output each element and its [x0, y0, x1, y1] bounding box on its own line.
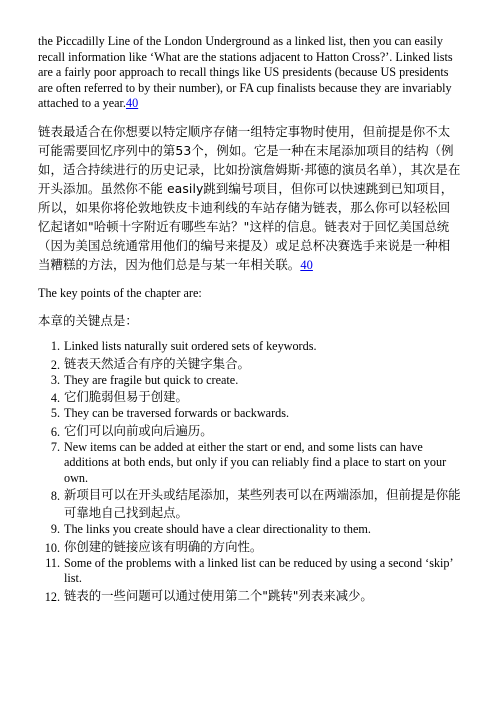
list-item-text: 链表的一些问题可以通过使用第二个"跳转"列表来减少。: [64, 587, 373, 603]
list-item: [38, 522, 462, 538]
footnote-link-40[interactable]: 40: [125, 96, 139, 110]
list-item: [38, 355, 462, 373]
list-item-text: 它们脆弱但易于创建。: [64, 389, 188, 404]
paragraph-text: 链表最适合在你想要以特定顺序存储一组特定事物时使用，但前提是你不太可能需要回忆序列中的第53个，例如。它是一种在末尾添加项目的结构（例如，适合持续进行的历史记录，比如扮演詹姆斯·邦德的演员名单），其次是在开头添加。虽然你不能 easily跳到编号项目，但你可以快速跳到已知项目，所以，如果你将伦敦地铁皮卡迪利线的车站存储为链表，那么你可以轻松回忆起诸如"哈顿十字附近有哪些车站？"这样的信息。链表对于回忆美国总统（因为美国总统通常用他们的编号来提及）或足总杯决赛选手来说是一种相当糟糕的方法，因为他们总是与某一年相关联。: [38, 123, 461, 272]
paragraph-chinese-1: [38, 122, 462, 275]
list-item-text: 链表天然适合有序的关键字集合。: [64, 355, 250, 371]
list-item-text: Linked lists naturally suit ordered sets of keywords.: [64, 339, 317, 353]
paragraph-chinese-2: 本章的关键点是：: [38, 313, 138, 328]
list-item-number: 12.: [44, 589, 60, 604]
list-item-number: 3.: [50, 372, 60, 387]
list-item-text: New items can be added at either the start or end, and some lists can have additions at both ends, but only if you can reliably find a place to start on your own.: [64, 439, 447, 485]
list-item: [38, 422, 462, 440]
list-item: [38, 587, 462, 605]
list-item-number: 9.: [50, 522, 60, 536]
list-item-text: 它们可以向前或向后遍历。: [64, 422, 213, 438]
list-item: [38, 388, 462, 406]
list-item-text: 新项目可以在开头或结尾添加，某些列表可以在两端添加，但前提是你能可靠地自己找到起点。: [64, 487, 461, 520]
list-item: [38, 406, 462, 422]
list-item-text: 你创建的链接应该有明确的方向性。: [64, 538, 263, 554]
paragraph-english-1: [38, 34, 462, 112]
paragraph-english-2: The key points of the chapter are:: [38, 285, 202, 300]
footnote-link-40[interactable]: 40: [300, 257, 313, 272]
list-item: [38, 556, 462, 587]
list-item: [38, 440, 462, 487]
list-item-number: 5.: [50, 406, 60, 420]
list-item-text: They can be traversed forwards or backwards.: [64, 406, 290, 420]
list-item-text: Some of the problems with a linked list can be reduced by using a second ‘skip’ list.: [64, 555, 453, 585]
list-item: [38, 538, 462, 556]
list-item-number: 7.: [50, 439, 60, 454]
list-item-number: 4.: [50, 391, 60, 405]
document-page: [38, 34, 462, 605]
list-item-text: The links you create should have a clear directionality to them.: [64, 522, 371, 536]
list-item: [38, 339, 462, 355]
list-item-number: 6.: [50, 424, 60, 439]
list-item-number: 2.: [50, 357, 60, 372]
list-item-number: 11.: [45, 555, 60, 570]
list-item-number: 10.: [44, 540, 60, 555]
list-item: [38, 486, 462, 522]
list-item-text: They are fragile but quick to create.: [64, 372, 239, 387]
list-item: [38, 373, 462, 389]
paragraph-text: the Piccadilly Line of the London Underground as a linked list, then you can easily recall information like ‘What are the stations adjacent to Hatton Cross?’. Linked lists are a fairly poor approach to recall things like US presidents (because US presidents are often referred to by their number), or FA cup finalists because they are invariably attached to a year.: [38, 34, 453, 110]
key-points-list: [38, 339, 462, 605]
list-item-number: 8.: [50, 489, 60, 503]
list-item-number: 1.: [50, 339, 60, 353]
